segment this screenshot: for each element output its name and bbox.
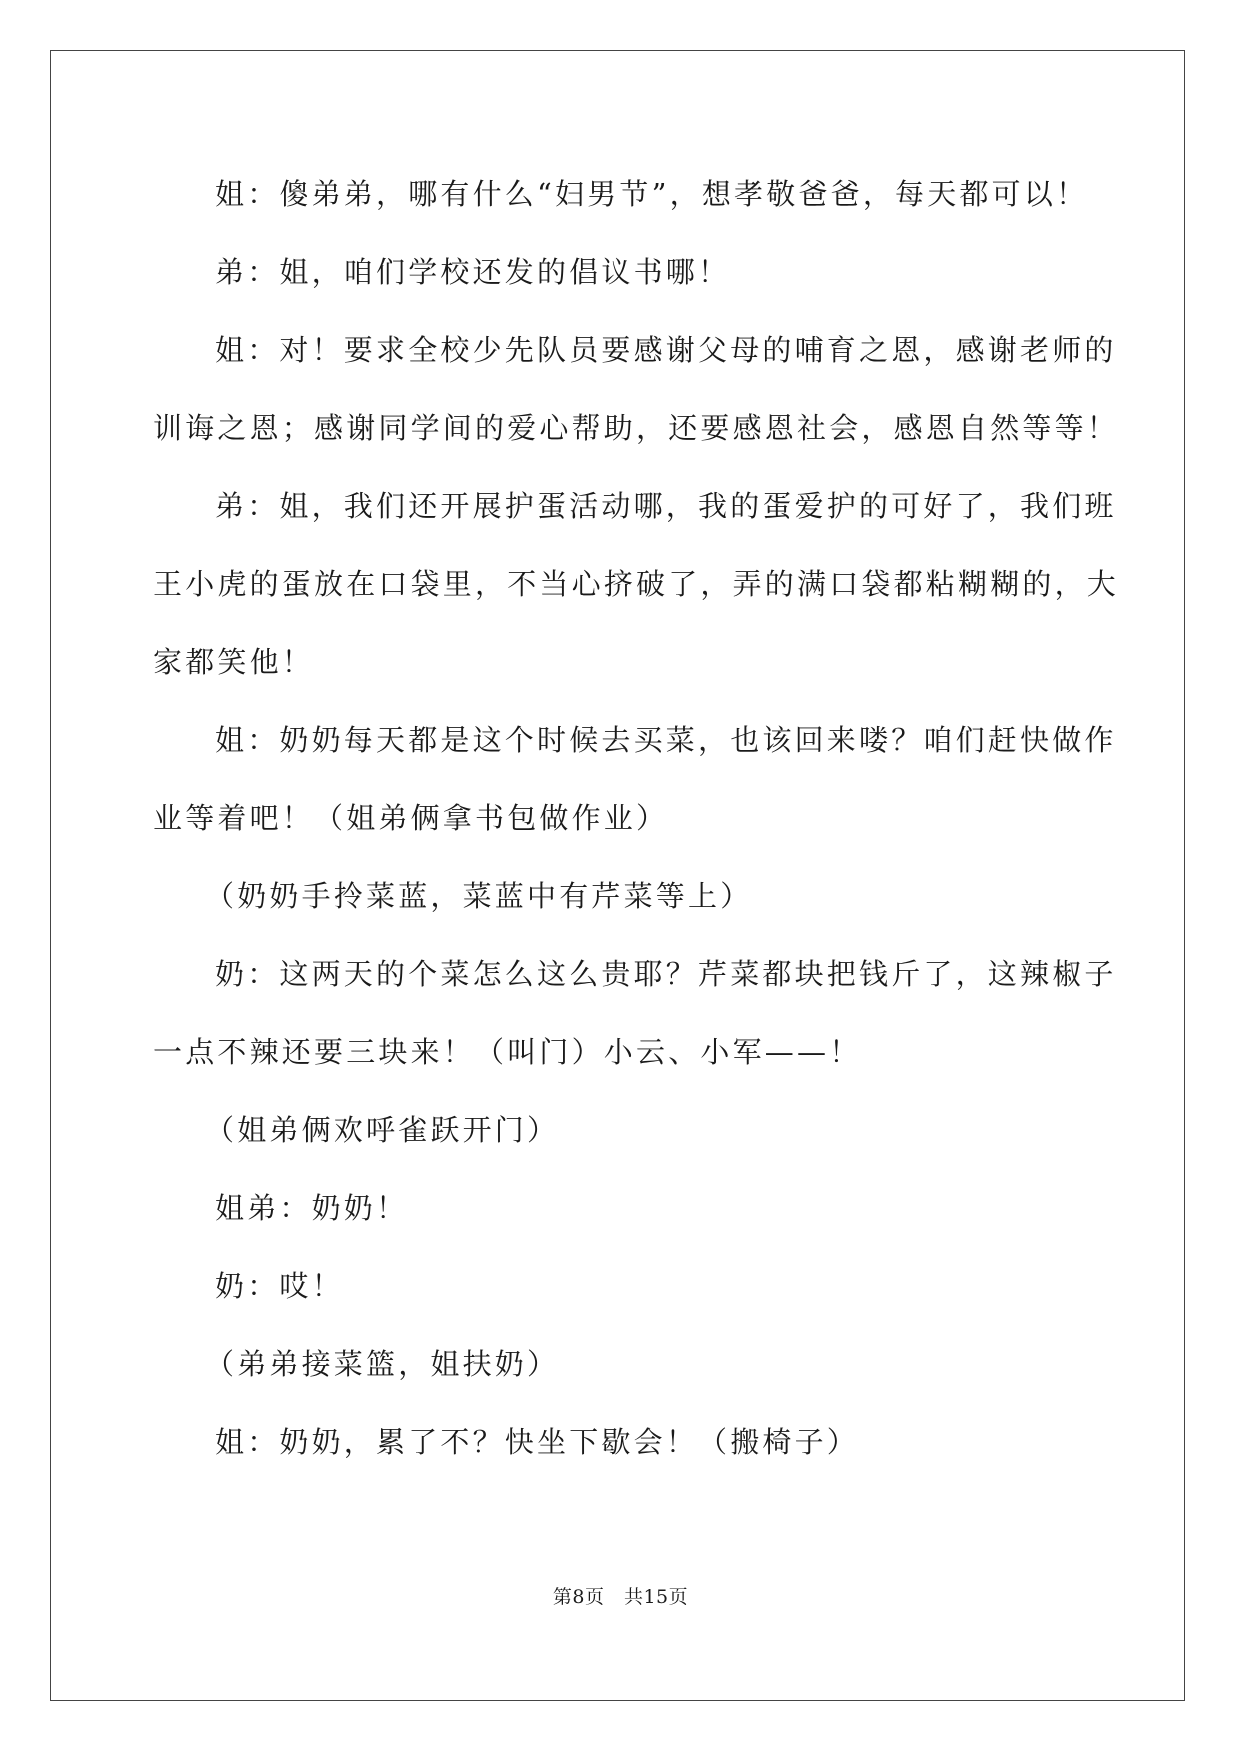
paragraph-2 bbox=[153, 233, 1088, 311]
paragraph-1 bbox=[153, 155, 1088, 233]
paragraph-line: 姐：奶奶每天都是这个时候去买菜，也该回来喽？咱们赶快做作 bbox=[215, 723, 1117, 757]
paragraph-line: 奶：这两天的个菜怎么这么贵耶？芹菜都块把钱斤了，这辣椒子 bbox=[215, 957, 1117, 991]
paragraph-11 bbox=[205, 1325, 1140, 1403]
paragraph-12 bbox=[153, 1403, 1088, 1481]
paragraph-line: 弟：姐，咱们学校还发的倡议书哪！ bbox=[215, 255, 731, 289]
paragraph-6 bbox=[205, 857, 1140, 935]
paragraph-line: 业等着吧！（姐弟俩拿书包做作业） bbox=[153, 801, 669, 835]
paragraph-line: 一点不辣还要三块来！（叫门）小云、小军——！ bbox=[153, 1035, 862, 1069]
paragraph-line: 家都笑他！ bbox=[153, 645, 315, 679]
paragraph-5 bbox=[153, 701, 1117, 857]
paragraph-line: 姐：对！要求全校少先队员要感谢父母的哺育之恩，感谢老师的 bbox=[215, 333, 1117, 367]
paragraph-line: （姐弟俩欢呼雀跃开门） bbox=[205, 1113, 560, 1147]
paragraph-7 bbox=[153, 935, 1117, 1091]
paragraph-line: 王小虎的蛋放在口袋里，不当心挤破了，弄的满口袋都粘糊糊的，大 bbox=[153, 567, 1120, 601]
paragraph-line: 奶：哎！ bbox=[215, 1269, 344, 1303]
paragraph-line: 弟：姐，我们还开展护蛋活动哪，我的蛋爱护的可好了，我们班 bbox=[215, 489, 1117, 523]
paragraph-9 bbox=[153, 1169, 1088, 1247]
paragraph-4 bbox=[153, 467, 1120, 701]
paragraph-line: 训诲之恩；感谢同学间的爱心帮助，还要感恩社会，感恩自然等等！ bbox=[153, 411, 1120, 445]
paragraph-3 bbox=[153, 311, 1120, 467]
paragraph-line: 姐弟：奶奶！ bbox=[215, 1191, 409, 1225]
paragraph-line: （奶奶手拎菜蓝，菜蓝中有芹菜等上） bbox=[205, 879, 753, 913]
paragraph-8 bbox=[205, 1091, 1140, 1169]
page-number-footer: 第8页 共15页 bbox=[552, 1586, 689, 1608]
paragraph-10 bbox=[153, 1247, 1088, 1325]
paragraph-line: （弟弟接菜篮，姐扶奶） bbox=[205, 1347, 560, 1381]
paragraph-line: 姐：傻弟弟，哪有什么“妇男节”，想孝敬爸爸，每天都可以！ bbox=[215, 177, 1089, 211]
paragraph-line: 姐：奶奶，累了不？快坐下歇会！（搬椅子） bbox=[215, 1425, 860, 1459]
